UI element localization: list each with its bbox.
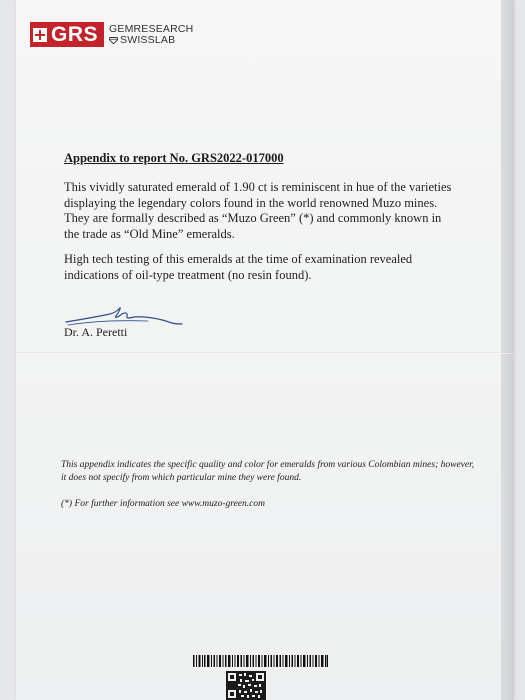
logo-line2-row xyxy=(109,35,193,46)
logo-line2: SWISSLAB xyxy=(120,33,176,46)
certificate-paper xyxy=(16,0,513,700)
appendix-paragraph-1: This vividly saturated emerald of 1.90 ct is reminiscent in hue of the varieties displaying the legendary colors found in the world renowned Muzo mines. They are formally described as “Muzo Green” (*) and commonly known in the trade as “Old Mine” emeralds. xyxy=(64,180,452,241)
footnote-more-info: (*) For further information see www.muzo-green.com xyxy=(61,499,265,509)
logo-line1: GEMRESEARCH xyxy=(109,22,194,35)
diamond-icon xyxy=(109,37,118,44)
footnote-quality: This appendix indicates the specific quality and color for emeralds from various Colombian mines; however, it does not specify from which particular mine they were found. xyxy=(61,460,475,483)
logo-wordmark xyxy=(109,24,193,46)
paper-fold xyxy=(16,352,513,354)
logo-letters: GRS xyxy=(51,23,99,46)
logo-badge xyxy=(30,22,104,47)
swiss-cross-icon xyxy=(33,28,47,42)
signer-name: Dr. A. Peretti xyxy=(64,325,128,339)
paper-edge xyxy=(501,0,513,700)
appendix-heading: Appendix to report No. GRS2022-017000 xyxy=(64,151,284,165)
barcode-icon xyxy=(193,655,328,667)
grs-logo xyxy=(30,22,193,47)
appendix-paragraph-2: High tech testing of this emeralds at the time of examination revealed indications of oil-type treatment (no resin found). xyxy=(64,252,413,282)
qr-code-icon xyxy=(226,671,266,700)
